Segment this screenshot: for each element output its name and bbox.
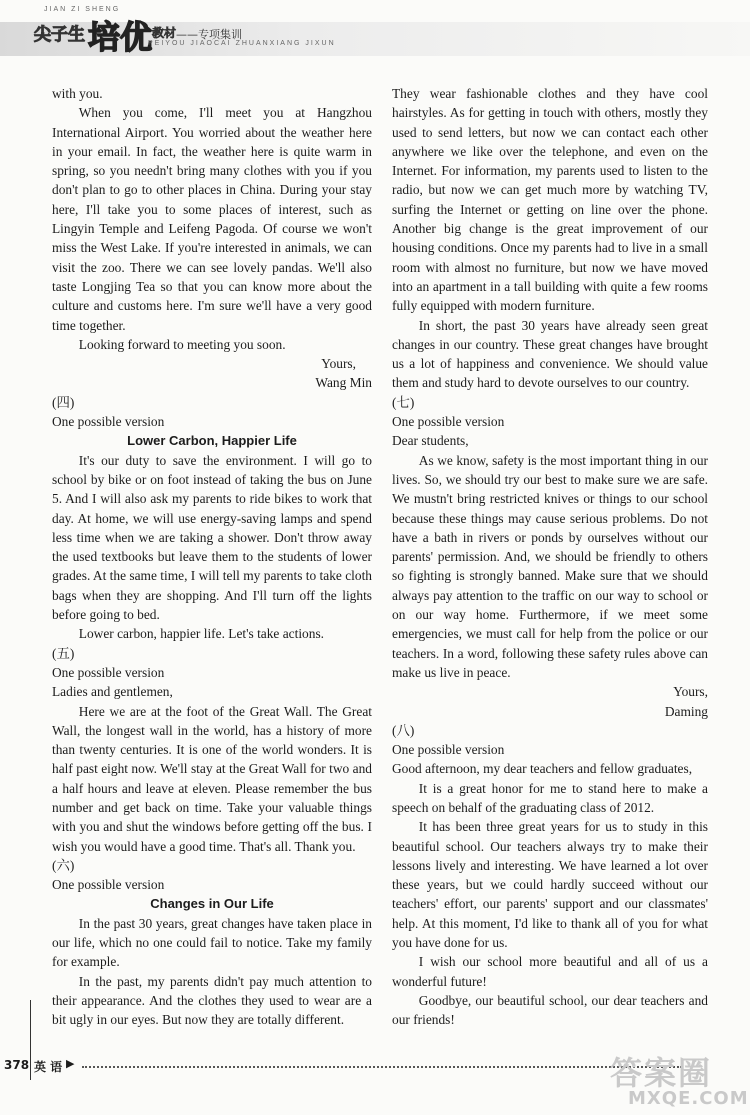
logo-small-text: 尖子生 [34,25,85,45]
header-latin-top: JIAN ZI SHENG [44,6,121,13]
header-subtitle: ——专项集训 [176,28,242,41]
paragraph: It is a great honor for me to stand here to make a speech on behalf of the graduating class of 2012. [392,780,708,815]
paragraph: (五) [52,645,75,661]
paragraph: When you come, I'll meet you at Hangzhou International Airport. You worried about the weather here in your email. In fact, the weather here is quite warm in spring, so you needn't bring many clothes with you if you don't plan to go to other places in China. During your stay here, I'll take you to some places of interest, such as Lingyin Temple and Leifeng Pagoda. Of course we won't miss the West Lake. If you're interested in animals, we can visit the zoo. There we can see lovely pandas. We'll also taste Longjing Tea so that you can know more about the culture and customs here. I'm sure we'll have a very good time together. [52,105,372,333]
watermark-line1: 答案圈 [610,1054,713,1092]
logo-tail-text: 教材 [152,26,177,40]
paragraph: (四) [52,394,75,410]
paragraph: Goodbye, our beautiful school, our dear teachers and our friends! [392,992,708,1028]
paragraph: As we know, safety is the most important thing in our lives. So, we should try our best to make sure we are safe. We mustn't bring restricted knives or things to our school because these things may cause serious problems. Do not have a bath in rivers or ponds by ourselves without our parents' permission. And, we should be friendly to others so fighting is strongly banned. Make sure that we should always pay attention to the traffic on our way to school or on our way home. Furthermore, if we meet some emergencies, we must call for help from the police or our teachers. In a word, following these safety rules above can make us live in peace. [392,452,708,680]
paragraph: Yours, [673,684,708,700]
paragraph: In the past, my parents didn't pay much attention to their appearance. And the clothes they used to wear are a bit ugly in our eyes. But now they are totally different. [52,973,372,1028]
logo-big-text: 培优 [88,18,153,56]
right-column [392,84,708,1030]
paragraph: One possible version [392,414,505,430]
arrow-right-icon: ▶ [66,1057,75,1070]
dotted-rule [82,1066,682,1068]
paragraph: Here we are at the foot of the Great Wall. The Great Wall, the longest wall in the world, has a history of more than twenty centuries. It is one of the world wonders. It is half past eight now. We'll stay at the Great Wall for two and a half hours and leave at eleven. Please remember the bus number and get back on time. Take your valuable things with you and shut the windows before getting off the bus. I wish you would have a good time. That's all. Thank you. [52,703,372,854]
paragraph: One possible version [52,414,165,430]
paragraph: They wear fashionable clothes and they have cool hairstyles. As for getting in touch with others, mostly they used to send letters, but now we can contact each other anywhere we like over the telephone, and even on the Internet. For information, my parents used to listen to the radio, but now we can get much more by watching TV, surfing the Internet or getting on line over the phone. Another big change is the great improvement of our housing conditions. Once my parents had to live in a small room with almost no furniture, but now we have moved into an apartment in a tall building with quite a few rooms fully equipped with modern furniture. [392,86,708,314]
subject-label: 英 语 [34,1060,63,1074]
paragraph: In the past 30 years, great changes have taken place in our life, which no one could fail to notice. Take my family for example. [52,915,372,970]
paragraph: Dear students, [392,433,469,449]
paragraph: Good afternoon, my dear teachers and fellow graduates, [392,761,693,777]
paragraph: (八) [392,722,415,738]
paragraph: It has been three great years for us to study in this beautiful school. Our teachers always try to make their lessons lively and interesting. We have learned a lot over these years, but we could hardly succeed without our teachers' effort, our parents' support and our classmates' help. At this moment, I'd like to thank all of you for what you have done for us. [392,819,708,951]
watermark-logo [610,1048,749,1112]
page-header [0,0,750,64]
paragraph: In short, the past 30 years have already seen great changes in our country. These great changes have brought us a lot of happiness and convenience. We should value them and study hard to devote ourselves to our country. [392,317,708,391]
header-latin-bottom: PEIYOU JIAOCAI ZHUANXIANG JIXUN [148,40,336,47]
paragraph: It's our duty to save the environment. I will go to school by bike or on foot instead of taking the bus on June 5. And I will also ask my parents to ride bikes to work that day. At home, we will use energy-saving lamps and spend less time when we are taking a shower. Don't throw away the used textbooks but leave them to the students of lower grades. At the same time, I will tell my parents to take cloth bags when they are shopping. And I'll turn off the lights before going to bed. [52,452,372,623]
paragraph: Daming [664,703,708,719]
paragraph: Yours, [321,356,356,372]
paragraph: Lower Carbon, Happier Life [127,433,297,449]
paragraph: I wish our school more beautiful and all of us a wonderful future! [392,954,708,989]
left-column [52,84,372,1030]
paragraph: One possible version [52,877,165,893]
paragraph: (七) [392,394,415,410]
paragraph: Changes in Our Life [150,896,274,912]
paragraph: One possible version [52,664,165,680]
paragraph: One possible version [392,742,505,758]
paragraph: Ladies and gentlemen, [52,684,173,700]
paragraph: with you. [52,86,103,101]
page-number: 378 [4,1058,30,1072]
paragraph: (六) [52,857,75,873]
paragraph: Wang Min [315,375,372,391]
paragraph: Lower carbon, happier life. Let's take actions. [78,626,324,642]
paragraph: Looking forward to meeting you soon. [78,336,286,352]
watermark-line2: MXQE.COM [628,1088,749,1109]
